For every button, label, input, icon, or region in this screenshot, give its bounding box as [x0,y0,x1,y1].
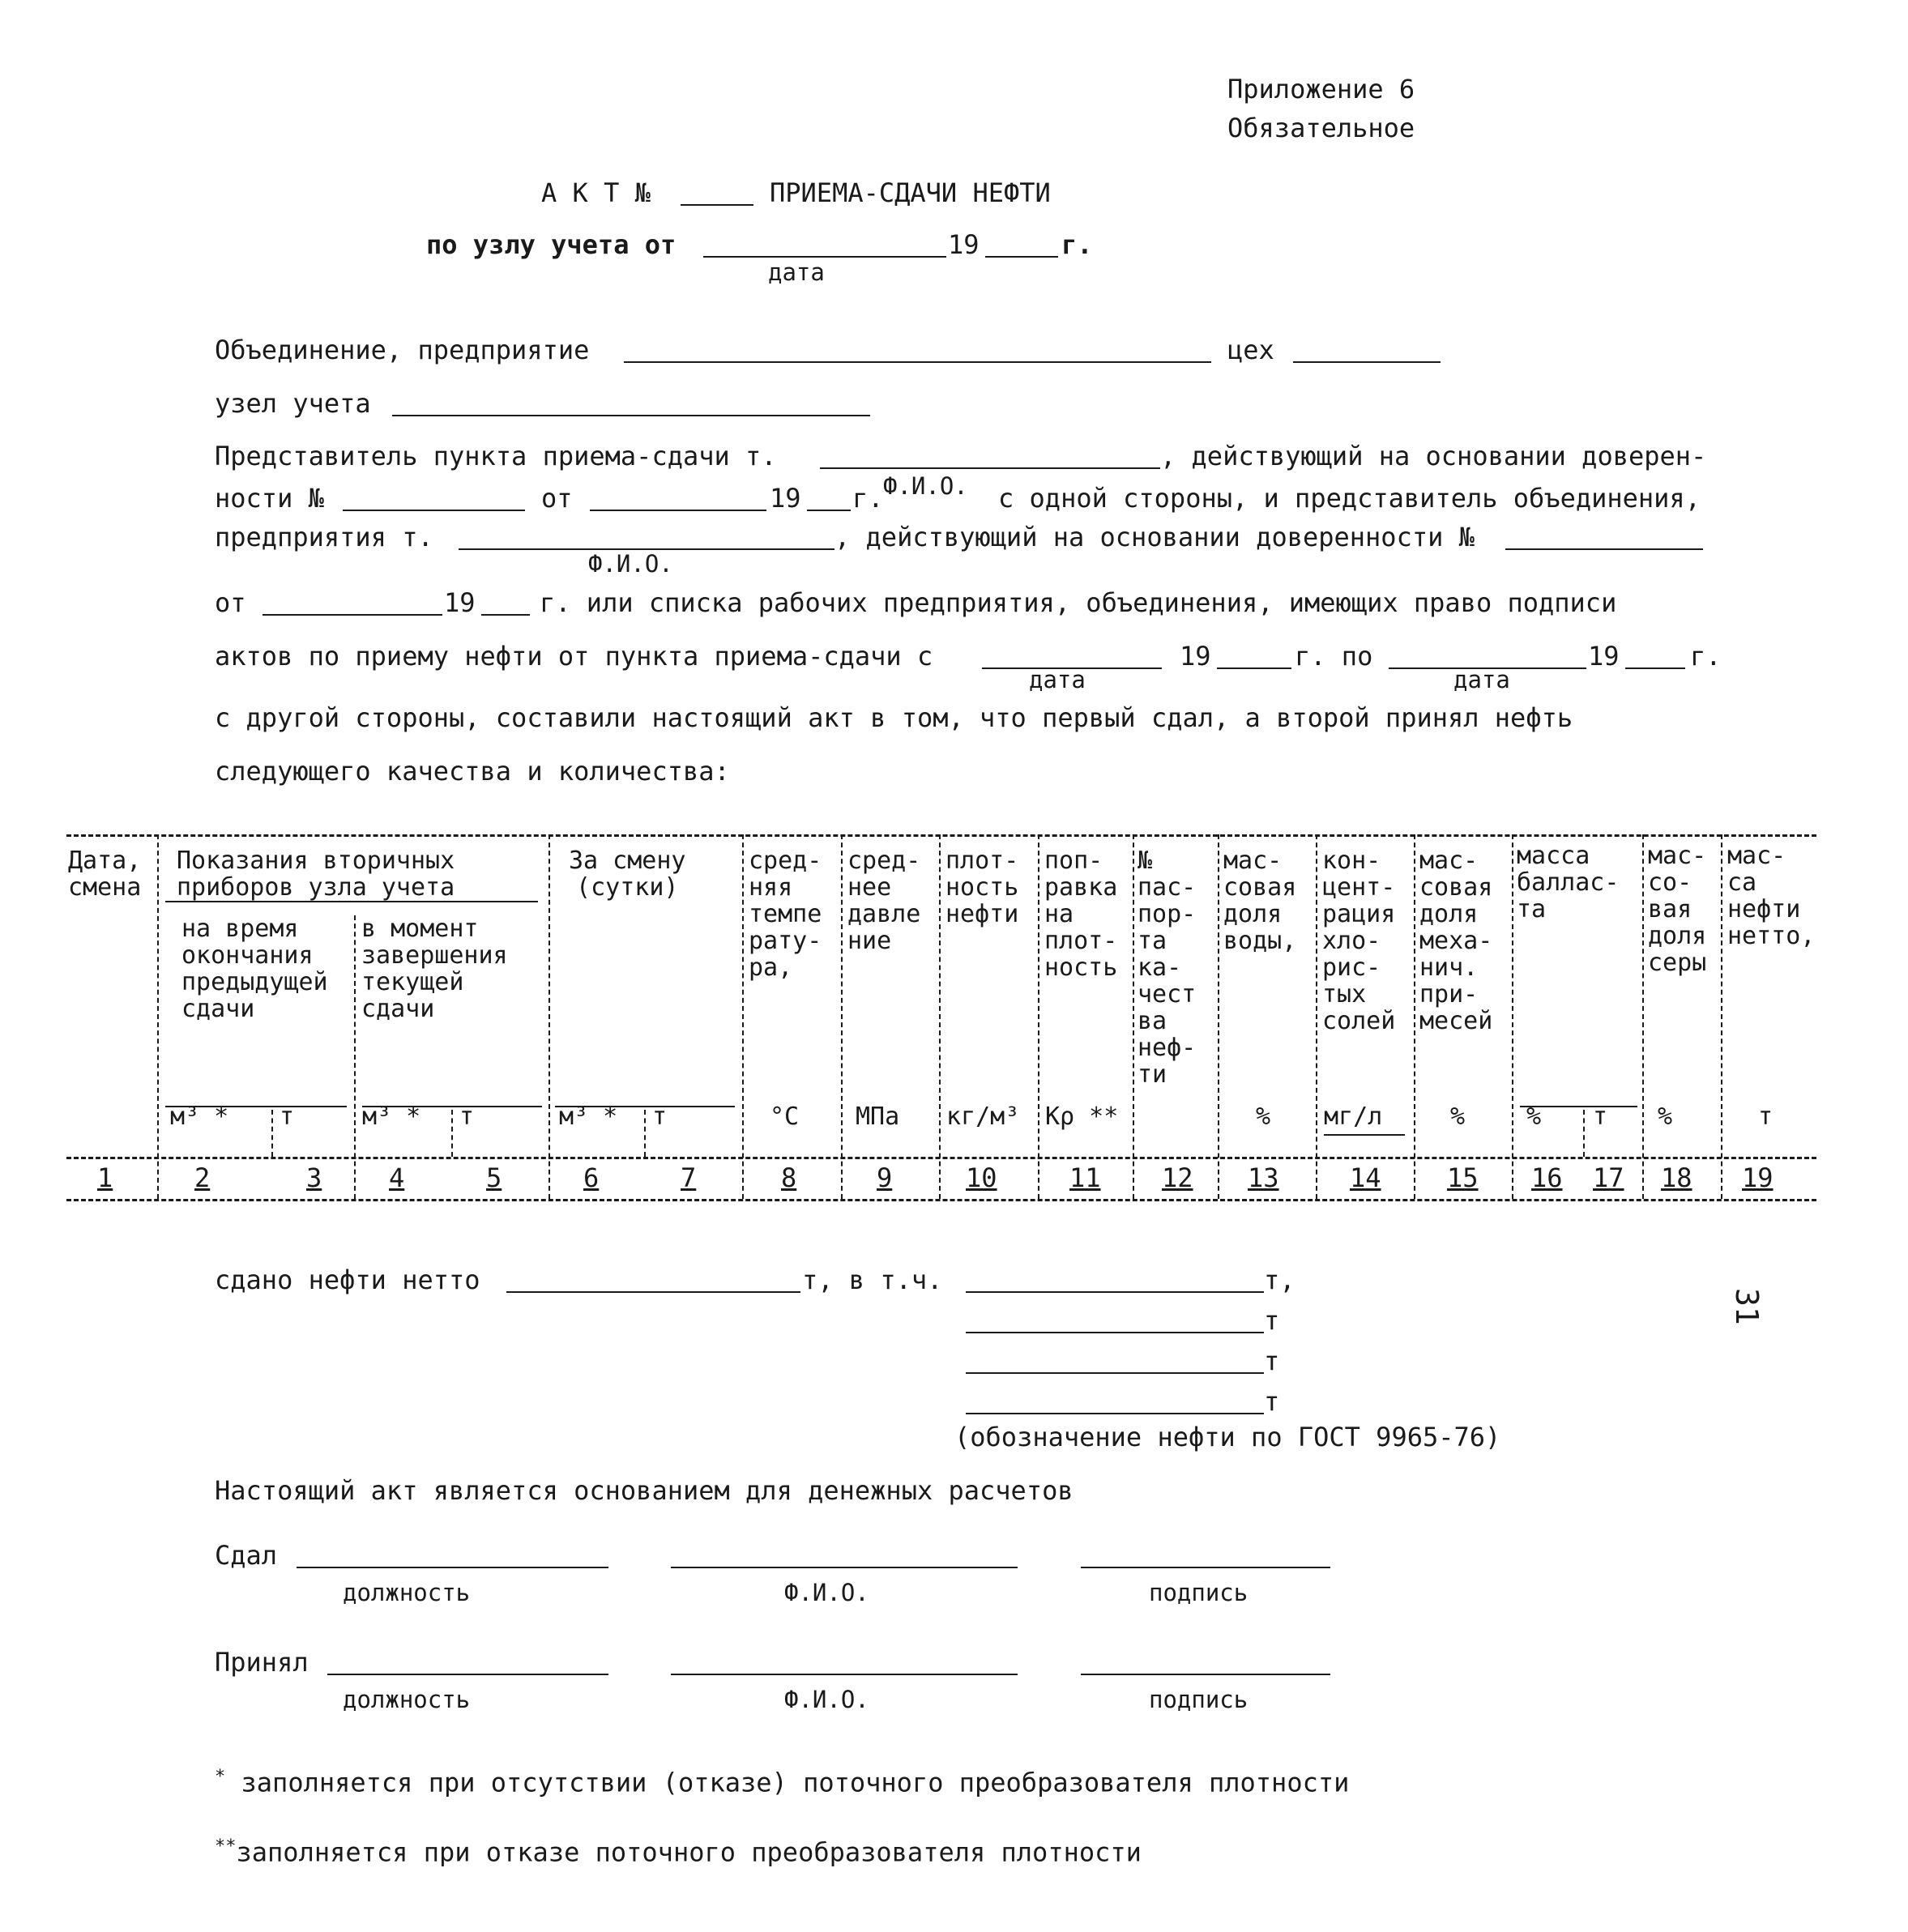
grade-unit-3: т [1264,1346,1280,1376]
column-number: 2 [194,1162,211,1193]
power-year-field-1[interactable] [807,510,851,511]
col-impurities: мас- совая доля меха- нич. при- месей [1419,847,1493,1035]
node-line-label: по узлу учета от [426,229,677,260]
net-mass-field[interactable] [506,1291,800,1293]
column-number: 1 [97,1162,113,1193]
act-title-right: ПРИЕМА-СДАЧИ НЕФТИ [770,177,1051,208]
table-bottom-border [66,1199,1816,1201]
col-date-shift: Дата, смена [68,847,142,902]
node-line-suffix: г. [1061,229,1093,260]
association-label: Объединение, предприятие [215,335,590,365]
rep2-fio-caption: Ф.И.О. [588,550,673,578]
unit-label: % [1256,1102,1271,1131]
column-number: 11 [1069,1162,1101,1193]
col-density-correction: поп- равка на плот- ность [1044,847,1118,982]
col-temperature: сред- няя темпе рату- ра, [749,847,822,982]
unit-label: % [1450,1102,1466,1131]
act-number-field[interactable] [681,204,753,206]
handed-signature-caption: подпись [1149,1579,1249,1606]
unit-label: МПа [856,1102,900,1131]
act-title-left: А К Т № [541,177,651,208]
received-fio-field[interactable] [671,1674,1018,1675]
unit-label: м³ * [559,1102,618,1131]
line5-end: г. [1690,641,1722,672]
rep1-tail: , действующий на основании доверен- [1160,441,1707,471]
handed-fio-field[interactable] [671,1567,1018,1568]
received-label: Принял [215,1647,309,1678]
workshop-field[interactable] [1293,361,1441,363]
period-start-year-field[interactable] [1217,667,1291,669]
node-label: узел учета [215,388,371,419]
column-number: 9 [877,1162,893,1193]
table-top-border [66,834,1816,837]
handed-position-field[interactable] [297,1567,608,1568]
line6: с другой стороны, составили настоящий акт в том, что первый сдал, а второй принял нефть [215,702,1573,733]
col-pressure: сред- нее давле ние [847,847,921,955]
unit-label: т [1593,1102,1608,1131]
grade-field-3[interactable] [966,1372,1264,1374]
line2-b: от [541,483,573,514]
unit-label: % [1526,1102,1542,1131]
node-field[interactable] [392,415,870,416]
act-date-field[interactable] [703,256,946,258]
col-chlorides: кон- цент- рация хло- рис- тых солей [1322,847,1396,1035]
column-number: 12 [1162,1162,1193,1193]
rep1-fio-field[interactable] [820,467,1160,469]
handed-position-caption: должность [343,1579,471,1606]
col-sulfur: мас- со- вая доля серы [1648,842,1707,977]
column-number: 14 [1350,1162,1381,1193]
note2-mark: ** [215,1836,237,1857]
act-year-field[interactable] [985,256,1058,258]
line7: следующего качества и количества: [215,756,730,787]
col-water: мас- совая доля воды, [1223,847,1297,955]
line5-mid: г. по [1295,641,1373,672]
rep1-text: Представитель пункта приема-сдачи т. [215,441,777,471]
col-readings-current: в момент завершения текущей сдачи [361,915,508,1023]
line3-a: предприятия т. [215,522,433,552]
column-number: 15 [1447,1162,1479,1193]
received-position-caption: должность [343,1686,471,1713]
unit-label: мг/л [1324,1102,1383,1131]
column-number: 16 [1531,1162,1563,1193]
net-label: сдано нефти нетто [215,1265,480,1295]
appendix-status: Обязательное [1227,113,1415,143]
power-date-field-1[interactable] [590,510,766,511]
appendix-label: Приложение 6 [1227,74,1415,104]
net-unit: т, в т.ч. [802,1265,943,1295]
unit-label: т [652,1102,668,1131]
table-header-bottom-border [66,1157,1816,1159]
received-signature-field[interactable] [1081,1674,1330,1675]
column-number: 4 [389,1162,405,1193]
line4-tail: г. или списка рабочих предприятия, объединения, имеющих право подписи [540,587,1617,618]
line5-year1: 19 [1180,641,1211,672]
column-number: 8 [781,1162,797,1193]
unit-label: т [459,1102,475,1131]
line2-year: 19 [770,483,801,514]
node-line-year: 19 [948,229,980,260]
received-position-field[interactable] [327,1674,608,1675]
col-density: плот- ность нефти [945,847,1019,928]
col-ballast: масса баллас- та [1517,842,1620,923]
grade-unit-4: т [1264,1386,1280,1417]
column-number: 3 [306,1162,322,1193]
col-net-mass: мас- са нефти нетто, [1727,842,1816,950]
line5-a: актов по приему нефти от пункта приема-сдачи с [215,641,933,672]
received-signature-caption: подпись [1149,1686,1249,1713]
column-number: 10 [966,1162,997,1193]
column-number: 5 [486,1162,502,1193]
line2-tail: с одной стороны, и представитель объединения, [998,483,1701,514]
handed-signature-field[interactable] [1081,1567,1330,1568]
col-readings: Показания вторичных приборов узла учета [177,847,455,902]
line2-a: ности № [215,483,324,514]
note2-text: заполняется при отказе поточного преобразователя плотности [236,1836,1142,1868]
unit-label: Кρ ** [1045,1102,1119,1131]
basis-text: Настоящий акт является основанием для денежных расчетов [215,1475,1074,1506]
note1-mark: * [215,1767,226,1787]
column-number: 13 [1248,1162,1279,1193]
grade-field-1[interactable] [966,1291,1264,1293]
grade-unit-1: т, [1264,1265,1295,1295]
line3-tail: , действующий на основании доверенности № [834,522,1475,552]
unit-label: кг/м³ [946,1102,1020,1131]
received-fio-caption: Ф.И.О. [784,1686,869,1713]
workshop-label: цех [1227,335,1274,365]
line4-year: 19 [444,587,476,618]
power-date-field-2[interactable] [263,614,442,616]
column-number: 18 [1661,1162,1692,1193]
column-number: 6 [583,1162,600,1193]
power-year-field-2[interactable] [481,614,530,616]
column-number: 17 [1593,1162,1624,1193]
association-field[interactable] [624,361,1211,363]
unit-label: т [1758,1102,1774,1131]
page-number: 31 [1729,1288,1765,1325]
handed-fio-caption: Ф.И.О. [784,1579,869,1606]
unit-label: °С [770,1102,800,1131]
unit-label: м³ * [362,1102,421,1131]
note2 [215,1832,1142,1867]
period-start-caption: дата [1029,666,1086,693]
rep1-fio-caption: Ф.И.О. [883,472,968,500]
line4-a: от [215,587,246,618]
power-number-field-2[interactable] [1505,548,1703,550]
col-passport: № пас- пор- та ка- чест ва неф- ти [1138,847,1197,1089]
date-caption: дата [768,258,825,286]
grade-field-4[interactable] [966,1413,1264,1414]
grade-unit-2: т [1264,1305,1280,1336]
unit-label: % [1658,1102,1673,1131]
column-number: 7 [681,1162,697,1193]
unit-label: т [280,1102,295,1131]
unit-label: м³ * [170,1102,229,1131]
power-number-field-1[interactable] [343,510,525,511]
handed-label: Сдал [215,1540,278,1571]
gost-note: (обозначение нефти по ГОСТ 9965-76) [954,1422,1501,1452]
column-number: 19 [1742,1162,1774,1193]
col-readings-prev: на время окончания предыдущей сдачи [181,915,328,1023]
line5-year2: 19 [1588,641,1620,672]
period-end-year-field[interactable] [1625,667,1685,669]
grade-field-2[interactable] [966,1332,1264,1333]
note1 [215,1763,1349,1798]
note1-text: заполняется при отсутствии (отказе) поточного преобразователя плотности [241,1767,1350,1798]
line2-g: г. [852,483,884,514]
period-end-caption: дата [1453,666,1510,693]
col-shift: За смену (сутки) [569,847,686,902]
